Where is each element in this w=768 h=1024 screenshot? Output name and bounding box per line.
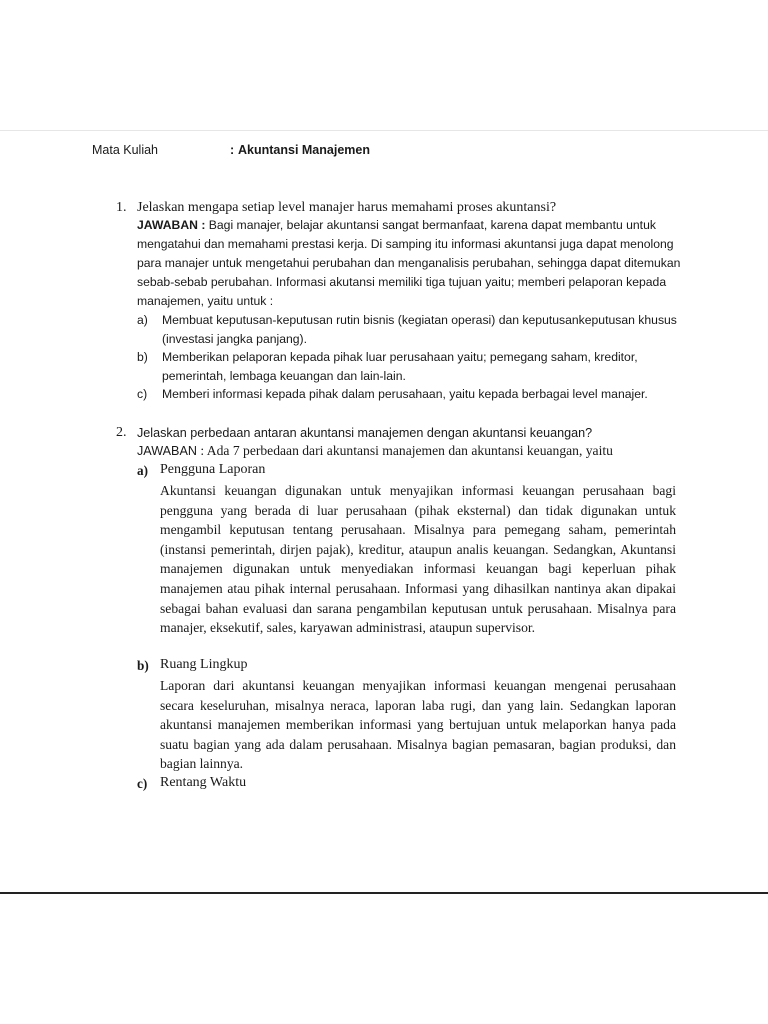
item-2b-title: Ruang Lingkup: [160, 657, 248, 672]
item-2a-body: Akuntansi keuangan digunakan untuk menyajikan informasi keuangan perusahaan bagi pengguna yang berada di luar perusahaan (pihak eksternal) dan tidak digunakan untuk mengambil keputusan tentang perusahaan. Misalnya para pemegang saham, pemerintah (instansi pemerintah, dirjen pajak), kreditur, ataupun analis keuangan. Sedangkan, Akuntansi manajemen digunakan untuk menyediakan informasi keuangan bagi keperluan pihak manajemen atau pihak internal perusahaan. Informasi yang dihasilkan nantinya akan dipakai sebagai bahan evaluasi dan sarana pengambilan keputusan untuk perusahaan. Misalnya para manajer, eksekutif, sales, karyawan administrasi, ataupun supervisor.: [160, 483, 676, 636]
item-1a-text: Membuat keputusan-keputusan rutin bisnis (kegiatan operasi) dan keputusankeputusan khusus (investasi jangka panjang).: [162, 313, 677, 346]
answer-text: Bagi manajer, belajar akuntansi sangat bermanfaat, karena dapat membantu untuk mengatahui dan memahami prestasi kerja. Di samping itu informasi akuntansi juga dapat menolong para manajer untuk mengetahui perubahan dan menganalisis perubahan, sehingga dapat ditemukan sebab-sebab perubahan. Informasi akutansi memiliki tiga tujuan yaitu; memberi pelaporan kepada manajemen, yaitu untuk :: [137, 218, 681, 309]
item-1b-mark: b): [137, 350, 148, 364]
item-2c-mark: c): [137, 776, 148, 791]
bottom-rule: [0, 892, 768, 894]
document-header: [92, 143, 692, 161]
question-2-number: 2.: [116, 425, 127, 440]
question-2-text: Jelaskan perbedaan antaran akuntansi manajemen dengan akuntansi keuangan?: [137, 426, 593, 440]
question-2-answer: [137, 443, 682, 459]
item-2c-title: Rentang Waktu: [160, 775, 247, 790]
answer-text: : Ada 7 perbedaan dari akuntansi manajemen dan akuntansi keuangan, yaitu: [196, 443, 613, 458]
answer-label: JAWABAN: [137, 444, 197, 458]
question-1-text: Jelaskan mengapa setiap level manajer harus memahami proses akuntansi?: [137, 200, 557, 215]
item-1b-text: Memberikan pelaporan kepada pihak luar perusahaan yaitu; pemegang saham, kreditor, pemerintah, lembaga keuangan dan lain-lain.: [162, 350, 638, 383]
top-rule: [0, 130, 768, 131]
answer-label: JAWABAN :: [137, 218, 206, 232]
question-1-answer: [137, 216, 682, 311]
item-1c-mark: c): [137, 387, 148, 401]
item-2a-mark: a): [137, 463, 148, 478]
item-2b-body: Laporan dari akuntansi keuangan menyajikan informasi keuangan mengenai perusahaan secara keseluruhan, misalnya neraca, laporan laba rugi, dan yang lain. Sedangkan laporan akuntansi manajemen memberikan informasi yang bertujuan untuk melaporkan hanya pada suatu bagian yang ada dalam perusahaan. Misalnya bagian pemasaran, bagian produksi, dan bagian lainnya.: [160, 678, 676, 772]
item-2a-title: Pengguna Laporan: [160, 462, 266, 477]
item-2b-mark: b): [137, 658, 149, 673]
course-name: Akuntansi Manajemen: [238, 143, 370, 157]
header-colon: :: [230, 143, 235, 157]
course-label: Mata Kuliah: [92, 143, 159, 157]
item-1a-mark: a): [137, 313, 148, 327]
item-1c-text: Memberi informasi kepada pihak dalam perusahaan, yaitu kepada berbagai level manajer.: [162, 387, 648, 401]
question-1-number: 1.: [116, 200, 127, 215]
